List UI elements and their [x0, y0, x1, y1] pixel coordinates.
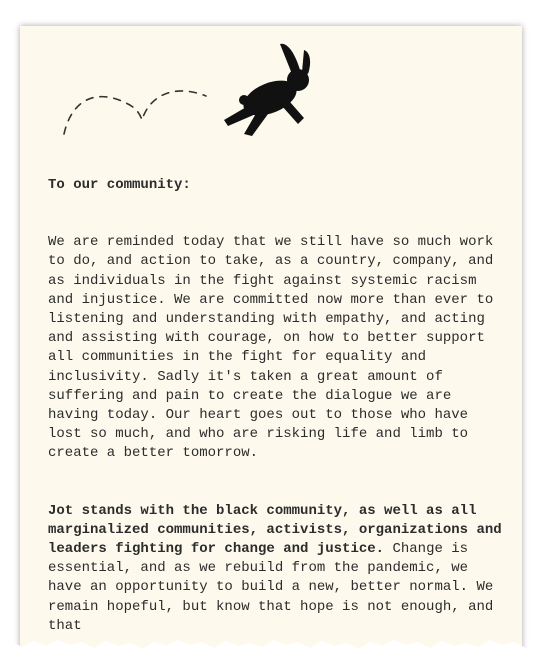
paragraph-2 [48, 502, 508, 636]
torn-edge [0, 633, 550, 661]
greeting: To our community: [48, 177, 191, 193]
rabbit-icon [224, 44, 310, 136]
rabbit-logo [58, 36, 318, 146]
dashed-hop-trail [64, 91, 206, 134]
paragraph-2-text: Change is essential, and as we rebuild from the pandemic, we have an opportunity to build a new, better normal. We remain hopeful, but know that hope is not enough, and that [48, 541, 494, 634]
paragraph-2-bold: Jot stands with the black community, as well as all marginalized communities, activists, organizations and leaders fighting for change and justice. [48, 502, 502, 558]
paragraph-1: We are reminded today that we still have so much work to do, and action to take, as a country, company, and as individuals in the fight against systemic racism and injustice. We are committed now more than ever to listening and understanding with empathy, and acting and assisting with courage, on how to better support all communities in the fight for equality and inclusivity. Sadly it's taken a great amount of suffering and pain to create the dialogue we are having today. Our heart goes out to those who have lost so much, and who are risking life and limb to create a better tomorrow. [48, 234, 494, 462]
letter-page [20, 26, 522, 661]
letter-body [48, 176, 508, 661]
